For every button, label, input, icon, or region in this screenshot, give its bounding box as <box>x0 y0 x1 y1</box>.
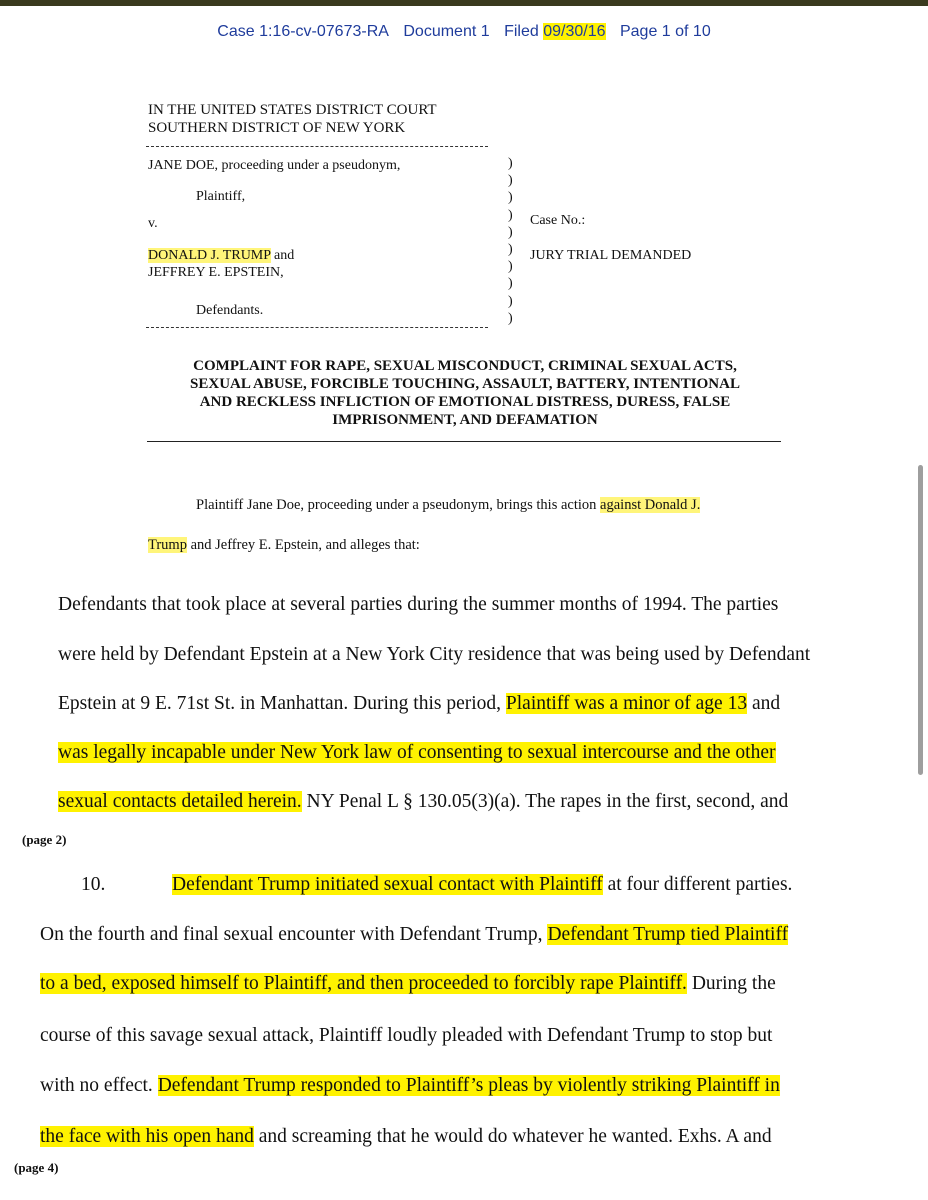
excerpt1-line-2: were held by Defendant Epstein at a New York City residence that was being used by Defendant <box>58 644 811 665</box>
excerpt-highlight: Plaintiff was a minor of age 13 <box>505 693 748 714</box>
defendant-role: Defendants. <box>196 303 264 318</box>
scrollbar-thumb[interactable] <box>918 465 923 775</box>
excerpt-text: with no effect. <box>40 1075 158 1096</box>
filing-header <box>0 23 928 41</box>
jury-trial-demanded: JURY TRIAL DEMANDED <box>530 248 692 263</box>
excerpt-text: NY Penal L § 130.05(3)(a). The rapes in the first, second, and <box>301 791 789 812</box>
paren: ) <box>508 293 513 309</box>
paragraph-number: 10. <box>81 874 106 895</box>
excerpt-highlight: sexual contacts detailed herein. <box>58 791 302 812</box>
paren: ) <box>508 173 513 189</box>
excerpt1-line-1: Defendants that took place at several parties during the summer months of 1994. The parties <box>58 594 779 615</box>
excerpt2-line-4: course of this savage sexual attack, Plaintiff loudly pleaded with Defendant Trump to stop but <box>40 1025 773 1046</box>
plaintiff-name: JANE DOE, proceeding under a pseudonym, <box>148 158 401 173</box>
excerpt-text: During the <box>686 973 776 994</box>
caption-divider-top <box>146 146 488 147</box>
defendant-and: and <box>270 248 295 263</box>
complaint-title-line: IMPRISONMENT, AND DEFAMATION <box>332 412 598 428</box>
excerpt-highlight: was legally incapable under New York law of consenting to sexual intercourse and the other <box>58 742 776 763</box>
excerpt-text: and <box>747 693 781 714</box>
page-indicator: Page 1 of 10 <box>619 23 711 40</box>
paren: ) <box>508 190 513 206</box>
excerpt2-line-5 <box>40 1075 780 1097</box>
page-note-4: (page 4) <box>14 1160 59 1175</box>
complaint-title-line: SEXUAL ABUSE, FORCIBLE TOUCHING, ASSAULT, BATTERY, INTENTIONAL <box>190 376 740 392</box>
excerpt-highlight: Defendant Trump tied Plaintiff <box>547 924 789 945</box>
court-name: IN THE UNITED STATES DISTRICT COURT <box>148 102 437 118</box>
title-rule <box>147 441 781 442</box>
plaintiff-role: Plaintiff, <box>196 189 246 204</box>
caption-divider-bottom <box>146 327 488 328</box>
defendant-trump: DONALD J. TRUMP <box>148 248 271 263</box>
paren: ) <box>508 156 513 171</box>
excerpt2-line-1 <box>172 874 792 896</box>
document-number: Document 1 <box>403 23 490 40</box>
paren: ) <box>508 242 513 258</box>
court-district: SOUTHERN DISTRICT OF NEW YORK <box>148 120 406 136</box>
intro-line-2 <box>148 537 420 554</box>
excerpt1-line-4 <box>58 742 776 764</box>
filed-label: Filed <box>504 23 539 40</box>
defendant-line <box>148 247 294 265</box>
court-heading <box>148 101 437 137</box>
paren: ) <box>508 207 513 223</box>
intro-highlight: Trump <box>148 537 187 553</box>
top-bar <box>0 0 928 6</box>
page-note-2: (page 2) <box>22 832 67 847</box>
complaint-title <box>140 357 790 429</box>
versus: v. <box>148 216 158 231</box>
complaint-title-line: AND RECKLESS INFLICTION OF EMOTIONAL DISTRESS, DURESS, FALSE <box>199 394 731 410</box>
filed-info <box>504 23 605 40</box>
excerpt1-line-3 <box>58 693 780 715</box>
intro-text: Plaintiff Jane Doe, proceeding under a pseudonym, brings this action <box>196 497 601 513</box>
case-number: Case 1:16-cv-07673-RA <box>217 23 389 40</box>
excerpt2-line-2 <box>40 924 788 946</box>
excerpt2-line-6 <box>40 1126 772 1148</box>
excerpt-text: at four different parties. <box>602 874 793 895</box>
paren: ) <box>508 224 513 240</box>
case-no-label: Case No.: <box>530 213 586 228</box>
excerpt-text: and screaming that he would do whatever he wanted. Exhs. A and <box>253 1126 772 1147</box>
filed-date: 09/30/16 <box>543 23 606 40</box>
complaint-title-line: COMPLAINT FOR RAPE, SEXUAL MISCONDUCT, CRIMINAL SEXUAL ACTS, <box>193 358 737 374</box>
paren: ) <box>508 276 513 292</box>
intro-highlight: against Donald J. <box>600 497 701 513</box>
paren: ) <box>508 259 513 275</box>
intro-line-1 <box>196 497 700 514</box>
caption-parentheses <box>508 155 513 327</box>
excerpt-text: Epstein at 9 E. 71st St. in Manhattan. During this period, <box>58 693 506 714</box>
excerpt-text: On the fourth and final sexual encounter with Defendant Trump, <box>40 924 548 945</box>
intro-text: and Jeffrey E. Epstein, and alleges that: <box>186 537 420 553</box>
paren: ) <box>508 310 513 326</box>
excerpt-highlight: Defendant Trump initiated sexual contact with Plaintiff <box>172 874 603 895</box>
excerpt-highlight: the face with his open hand <box>40 1126 254 1147</box>
excerpt2-line-3 <box>40 973 776 995</box>
excerpt-highlight: Defendant Trump responded to Plaintiff’s pleas by violently striking Plaintiff in <box>157 1075 780 1096</box>
defendant-epstein: JEFFREY E. EPSTEIN, <box>148 265 284 280</box>
excerpt1-line-5 <box>58 791 788 813</box>
excerpt-highlight: to a bed, exposed himself to Plaintiff, and then proceeded to forcibly rape Plaintiff. <box>40 973 687 994</box>
